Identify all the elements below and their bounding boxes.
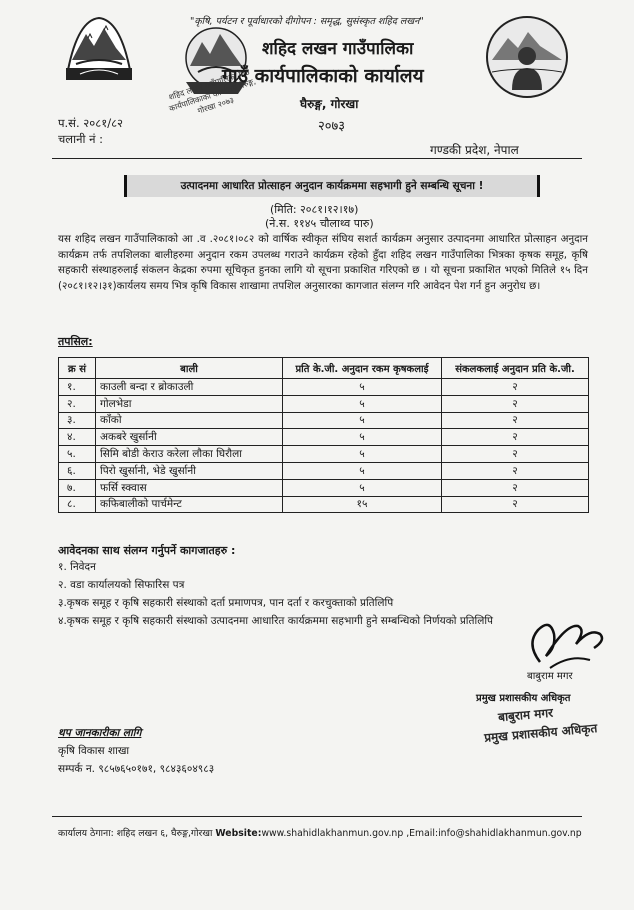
footer-email-link[interactable]: info@shahidlakhanmun.gov.np — [438, 828, 582, 839]
notice-body: यस शहिद लखन गाउँपालिकाको आ .व .२०८१।०८२ को वार्षिक स्वीकृत संघिय सशर्त कार्यक्रम अनुसार उत्पादनमा आधारित प्रोत्साहन अनुदान कार्यक्रम तर्फ तपशिलका बालीहरुमा अनुदान रकम उपलब्ध गराउने कार्यक्रम रहेको हुँदा शहिद लखन गाउँपालिका भित्रका कृषक समूह, कृषि सहकारी संस्थाहरुलाई संकलन केद्रका रुपमा सूचिकृत हुनका लागि यो सूचना प्रकाशित गरिएको छ । यो सूचना प्रकाशित भएको मितिले १५ दिन (२०८१।१२।३१)कार्यलय समय भित्र कृषि विकास शाखामा तपशिल अनुसारका कागजात संलग्न गरि आवेदन पेश गर्न हुन अनुरोध छ। — [58, 233, 588, 292]
notice-title-banner — [124, 175, 540, 197]
collector-subsidy-cell: २ — [442, 446, 589, 463]
collector-subsidy-cell: २ — [442, 429, 589, 446]
martyr-portrait-logo — [482, 12, 572, 102]
collector-subsidy-cell: २ — [442, 395, 589, 412]
serial-cell: ७. — [59, 479, 96, 496]
org-name: शहिद लखन गाउँपालिका — [262, 39, 414, 59]
collector-subsidy-cell: २ — [442, 379, 589, 396]
subsidy-table — [58, 357, 589, 513]
footer-website-label: Website: — [215, 828, 262, 839]
farmer-subsidy-cell: ५ — [283, 479, 442, 496]
serial-cell: २. — [59, 395, 96, 412]
column-header: प्रति के.जी. अनुदान रकम कृषकलाई — [283, 358, 442, 379]
footer — [58, 826, 582, 839]
notice-date-nepal-sambat: (ने.स. ११४५ चौलाथ्व पारु) — [265, 217, 374, 230]
column-header: क्र सं — [59, 358, 96, 379]
requirement-item: ३.कृषक समूह र कृषि सहकारी संस्थाको दर्ता प्रमाणपत्र, पान दर्ता र करचुक्ताको प्रतिलिपि — [58, 597, 394, 609]
requirement-item: १. निवेदन — [58, 561, 96, 573]
requirement-item: २. वडा कार्यालयको सिफारिस पत्र — [58, 579, 185, 591]
reference-number: प.सं. २०८१/८२ — [58, 116, 124, 130]
serial-cell: ६. — [59, 462, 96, 479]
footer-email-label: ,Email: — [406, 828, 439, 839]
province-label: गण्डकी प्रदेश, नेपाल — [430, 143, 519, 157]
farmer-subsidy-cell: ५ — [283, 379, 442, 396]
table-row — [59, 479, 589, 496]
office-name: गाउँ कार्यपालिकाको कार्यालय — [222, 65, 424, 87]
crop-cell: काँको — [96, 412, 283, 429]
table-row — [59, 496, 589, 513]
table-row — [59, 446, 589, 463]
farmer-subsidy-cell: ५ — [283, 412, 442, 429]
municipality-stamp: शहिद लखन गाउँपालिका गाउँ कार्यपालिकाको कार्यालय घैरुङ्ग, गोरखा २०७३ — [167, 67, 257, 116]
table-row — [59, 429, 589, 446]
signatory-title: प्रमुख प्रशासकीय अधिकृत — [476, 693, 571, 704]
crop-cell: काउली बन्दा र ब्रोकाउली — [96, 379, 283, 396]
crop-cell: अकबरे खुर्सानी — [96, 429, 283, 446]
serial-cell: ५. — [59, 446, 96, 463]
crop-cell: सिमि बोडी केराउ करेला लौका घिरौला — [96, 446, 283, 463]
contact-branch: कृषि विकास शाखा — [58, 745, 130, 757]
farmer-subsidy-cell: ५ — [283, 462, 442, 479]
signatory-name: बाबुराम मगर — [527, 671, 573, 682]
footer-website-link[interactable]: www.shahidlakhanmun.gov.np — [261, 828, 404, 839]
requirements-heading: आवेदनका साथ संलग्न गर्नुपर्ने कागजातहरु : — [58, 544, 236, 557]
table-row — [59, 379, 589, 396]
collector-subsidy-cell: २ — [442, 412, 589, 429]
contact-heading: थप जानकारीका लागि — [58, 727, 142, 739]
header-divider — [52, 158, 582, 159]
nepal-emblem-logo — [58, 12, 140, 84]
footer-divider — [52, 816, 582, 817]
farmer-subsidy-cell: १५ — [283, 496, 442, 513]
table-row — [59, 412, 589, 429]
signatory-stamp-name: बाबुराम मगर — [497, 705, 554, 725]
contact-phone: सम्पर्क न. ९८५७६५०१७१, ९८४३६०४९८३ — [58, 763, 215, 775]
collector-subsidy-cell: २ — [442, 496, 589, 513]
collector-subsidy-cell: २ — [442, 479, 589, 496]
footer-address: कार्यालय ठेगाना: शहिद लखन ६, घैरुङ्ग,गोरखा — [58, 828, 213, 839]
tapsil-heading: तपसिल: — [58, 335, 93, 348]
table-header-row — [59, 358, 589, 379]
requirement-item: ४.कृषक समूह र कृषि सहकारी संस्थाको उत्पादनमा आधारित कार्यक्रममा सहभागी हुने सम्बन्धिको निर्णयको प्रतिलिपि — [58, 615, 494, 627]
crop-cell: पिरो खुर्सानी, भेडे खुर्सानी — [96, 462, 283, 479]
serial-cell: ३. — [59, 412, 96, 429]
column-header: संकलकलाई अनुदान प्रति के.जी. — [442, 358, 589, 379]
farmer-subsidy-cell: ५ — [283, 446, 442, 463]
farmer-subsidy-cell: ५ — [283, 429, 442, 446]
serial-cell: ४. — [59, 429, 96, 446]
crop-cell: फर्सि स्क्वास — [96, 479, 283, 496]
collector-subsidy-cell: २ — [442, 462, 589, 479]
office-location: घैरुङ्ग, गोरखा — [300, 97, 359, 111]
slogan: "कृषि, पर्यटन र पूर्वाधारको दीगोपन : समृद्ध, सुसंस्कृत शहिद लखन" — [190, 16, 424, 27]
dispatch-number: चलानी नं : — [58, 132, 104, 146]
column-header: बाली — [96, 358, 283, 379]
crop-cell: गोलभेडा — [96, 395, 283, 412]
table-row — [59, 395, 589, 412]
handwritten-signature — [520, 604, 610, 674]
notice-date: (मिति: २०८१।१२।१७) — [270, 203, 359, 216]
table-row — [59, 462, 589, 479]
signatory-stamp-title: प्रमुख प्रशासकीय अधिकृत — [483, 721, 598, 745]
serial-cell: ८. — [59, 496, 96, 513]
farmer-subsidy-cell: ५ — [283, 395, 442, 412]
crop-cell: कफिबालीको पार्चमेन्ट — [96, 496, 283, 513]
established-year: २०७३ — [318, 119, 346, 134]
serial-cell: १. — [59, 379, 96, 396]
notice-title: उत्पादनमा आधारित प्रोत्साहन अनुदान कार्यक्रममा सहभागी हुने सम्बन्धि सूचना ! — [180, 180, 484, 192]
